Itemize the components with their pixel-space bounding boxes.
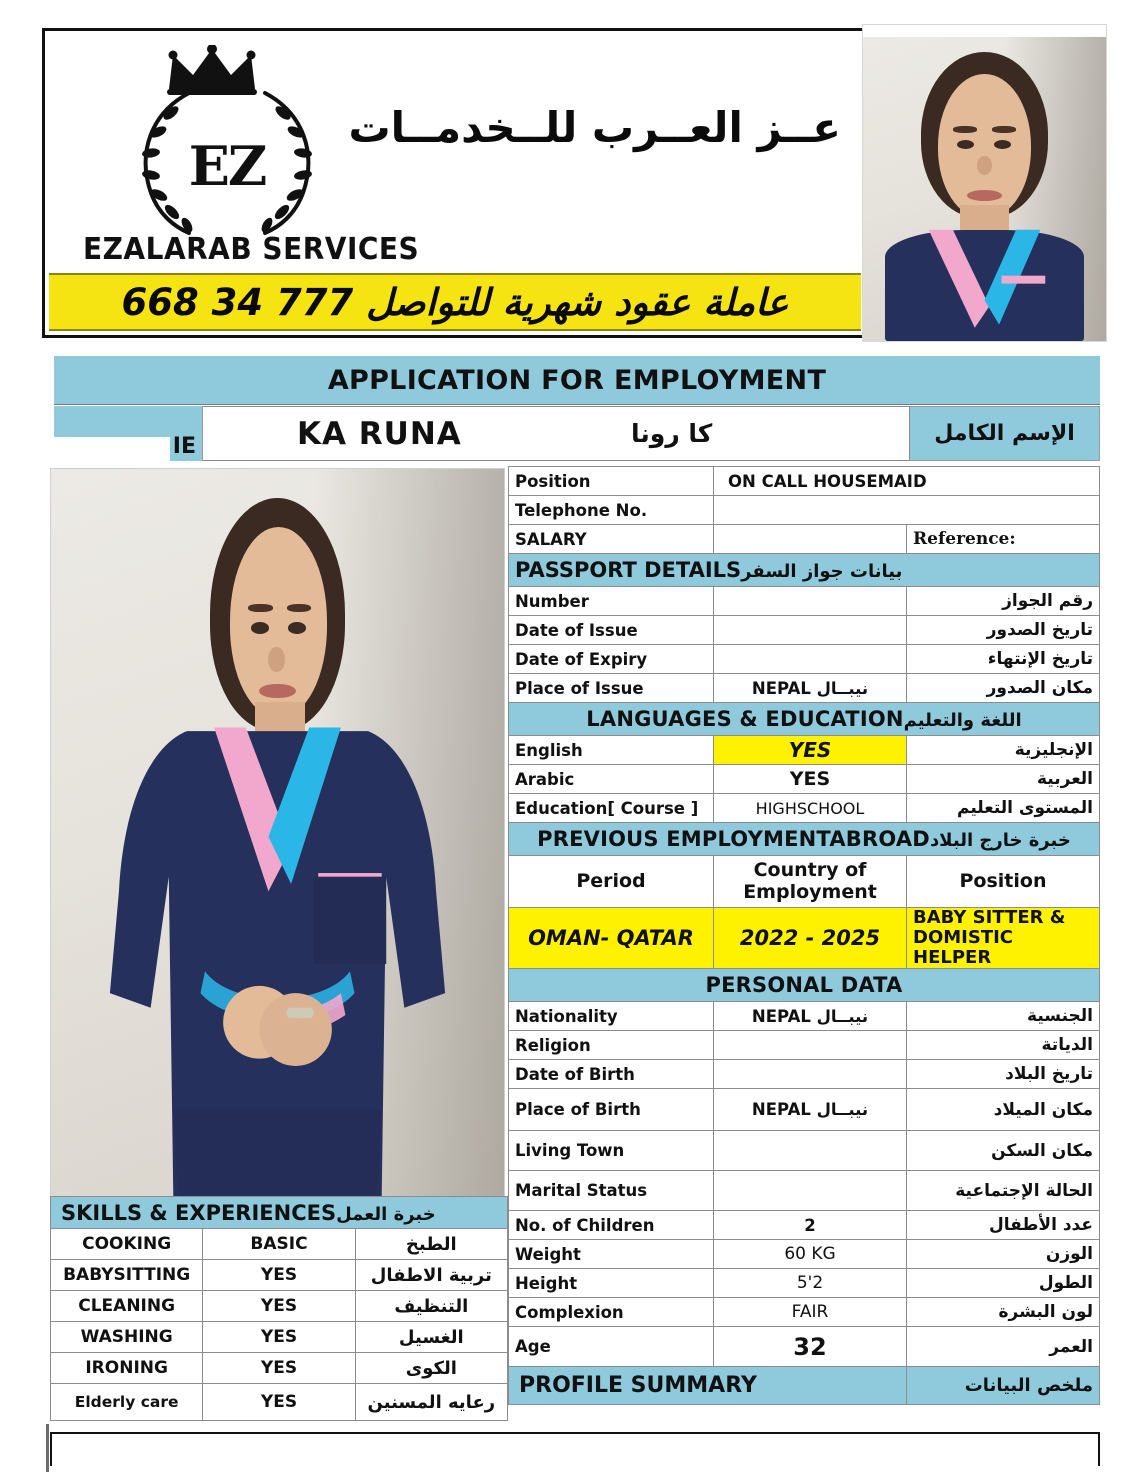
education-value: HIGHSCHOOL — [714, 794, 907, 823]
age-ar: العمر — [907, 1327, 1100, 1367]
white-overlay — [0, 437, 170, 461]
arabic-value: YES — [714, 765, 907, 794]
skill-cooking-ar: الطبخ — [355, 1229, 507, 1260]
skill-elderly-care-name: Elderly care — [51, 1384, 203, 1421]
period-header: Period — [509, 856, 714, 908]
table-row — [509, 616, 1100, 645]
applicant-name-arabic: كا رونا — [631, 419, 713, 448]
table-row — [51, 1384, 508, 1421]
skill-washing-name: WASHING — [51, 1322, 203, 1353]
laurel-wreath-icon — [127, 87, 327, 237]
table-row — [509, 467, 1100, 496]
weight-value: 60 KG — [714, 1240, 907, 1269]
table-row — [509, 969, 1100, 1002]
place-of-issue-label: Place of Issue — [509, 674, 714, 703]
skill-cleaning-name: CLEANING — [51, 1291, 203, 1322]
applicant-photo-fullbody — [50, 468, 505, 1198]
skill-babysitting-value: YES — [203, 1260, 355, 1291]
place-of-issue-ar: مكان الصدور — [907, 674, 1100, 703]
complexion-ar: لون البشرة — [907, 1298, 1100, 1327]
english-label: English — [509, 736, 714, 765]
living-town-value — [714, 1131, 907, 1171]
skill-cleaning-ar: التنظيف — [355, 1291, 507, 1322]
place-of-issue-value: NEPAL نيبــال — [714, 674, 907, 703]
skills-section-header — [51, 1197, 508, 1229]
languages-section-ar: اللغة والتعليم — [903, 710, 1022, 731]
table-row — [51, 1197, 508, 1229]
employment-period: OMAN- QATAR — [509, 908, 714, 969]
english-ar: الإنجليزية — [907, 736, 1100, 765]
table-row — [51, 1291, 508, 1322]
previous-employment-section-en: PREVIOUS EMPLOYMENTABROAD — [537, 827, 930, 851]
logo-monogram: EZ — [188, 134, 266, 198]
name-label-partial: IE — [172, 434, 196, 459]
table-row — [509, 736, 1100, 765]
living-town-ar: مكان السكن — [907, 1131, 1100, 1171]
previous-employment-section-header — [509, 823, 1100, 856]
height-ar: الطول — [907, 1269, 1100, 1298]
personal-data-section-header: PERSONAL DATA — [509, 969, 1100, 1002]
passport-number-ar: رقم الجواز — [907, 587, 1100, 616]
weight-ar: الوزن — [907, 1240, 1100, 1269]
footer-gap — [50, 1424, 1100, 1432]
religion-value — [714, 1031, 907, 1060]
page-title-text: APPLICATION FOR EMPLOYMENT — [327, 364, 827, 396]
marital-status-ar: الحالة الإجتماعية — [907, 1171, 1100, 1211]
children-label: No. of Children — [509, 1211, 714, 1240]
religion-ar: الدياتة — [907, 1031, 1100, 1060]
table-row — [509, 856, 1100, 908]
table-row — [509, 645, 1100, 674]
telephone-label: Telephone No. — [509, 496, 714, 525]
applicant-details-table — [508, 466, 1100, 1405]
full-name-row — [54, 406, 1100, 461]
children-value: 2 — [714, 1211, 907, 1240]
table-row — [509, 1131, 1100, 1171]
skill-cooking-value: BASIC — [203, 1229, 355, 1260]
passport-section-ar: بيانات جواز السفر — [741, 561, 903, 582]
nationality-label: Nationality — [509, 1002, 714, 1031]
table-row — [509, 1327, 1100, 1367]
height-label: Height — [509, 1269, 714, 1298]
marital-status-value — [714, 1171, 907, 1211]
profile-summary-header-en: PROFILE SUMMARY — [509, 1367, 907, 1405]
footer-box — [50, 1432, 1100, 1466]
passport-section-en: PASSPORT DETAILS — [515, 558, 742, 582]
place-of-birth-ar: مكان الميلاد — [907, 1089, 1100, 1131]
table-row — [509, 794, 1100, 823]
full-name-label-text: الإسم الكامل — [934, 421, 1075, 446]
complexion-value: FAIR — [714, 1298, 907, 1327]
table-row — [509, 765, 1100, 794]
table-row — [509, 1089, 1100, 1131]
reference-label: Reference: — [907, 525, 1100, 554]
page-title — [54, 356, 1100, 405]
skill-ironing-name: IRONING — [51, 1353, 203, 1384]
skills-section-ar: خبرة العمل — [336, 1203, 436, 1225]
name-value-cell — [203, 406, 910, 461]
date-of-issue-label: Date of Issue — [509, 616, 714, 645]
date-of-birth-ar: تاريخ البلاد — [907, 1060, 1100, 1089]
date-of-birth-label: Date of Birth — [509, 1060, 714, 1089]
skill-elderly-care-ar: رعايه المسنين — [355, 1384, 507, 1421]
age-value: 32 — [714, 1327, 907, 1367]
table-row — [509, 674, 1100, 703]
brand-name-latin: EZALARAB SERVICES — [83, 231, 420, 267]
employment-position: BABY SITTER & DOMISTIC HELPER — [907, 908, 1100, 969]
profile-summary-header-ar: ملخص البيانات — [907, 1367, 1100, 1405]
skill-elderly-care-value: YES — [203, 1384, 355, 1421]
table-row — [51, 1322, 508, 1353]
skill-cleaning-value: YES — [203, 1291, 355, 1322]
arabic-ar: العربية — [907, 765, 1100, 794]
religion-label: Religion — [509, 1031, 714, 1060]
skills-section-en: SKILLS & EXPERIENCES — [61, 1200, 337, 1225]
place-of-birth-label: Place of Birth — [509, 1089, 714, 1131]
height-value: 5'2 — [714, 1269, 907, 1298]
applicant-name-english: KA RUNA — [297, 415, 462, 452]
brand-name-arabic: عــز العــرب للــخدمــات — [348, 103, 841, 152]
table-row — [509, 525, 1100, 554]
skill-ironing-ar: الكوى — [355, 1353, 507, 1384]
table-row — [51, 1353, 508, 1384]
table-row — [509, 1031, 1100, 1060]
children-ar: عدد الأطفال — [907, 1211, 1100, 1240]
education-label: Education[ Course ] — [509, 794, 714, 823]
position-label: Position — [509, 467, 714, 496]
table-row — [509, 823, 1100, 856]
name-row-left-cell — [54, 406, 203, 461]
arabic-label: Arabic — [509, 765, 714, 794]
skill-ironing-value: YES — [203, 1353, 355, 1384]
skills-experiences-table — [50, 1196, 508, 1421]
full-name-label-arabic — [910, 406, 1100, 461]
table-row — [509, 1002, 1100, 1031]
table-row — [509, 554, 1100, 587]
table-row — [509, 908, 1100, 969]
skill-cooking-name: COOKING — [51, 1229, 203, 1260]
date-of-expiry-ar: تاريخ الإنتهاء — [907, 645, 1100, 674]
complexion-label: Complexion — [509, 1298, 714, 1327]
contact-banner — [49, 273, 861, 331]
telephone-value — [714, 496, 1100, 525]
salary-value — [714, 525, 907, 554]
date-of-issue-value — [714, 616, 907, 645]
contact-banner-text: عاملة عقود شهرية للتواصل 777 34 668 — [121, 280, 789, 324]
applicant-photo-headshot — [862, 24, 1107, 342]
passport-number-value — [714, 587, 907, 616]
table-row — [509, 703, 1100, 736]
passport-number-label: Number — [509, 587, 714, 616]
letterhead-box — [42, 28, 868, 338]
age-label: Age — [509, 1327, 714, 1367]
date-of-issue-ar: تاريخ الصدور — [907, 616, 1100, 645]
table-row — [509, 1298, 1100, 1327]
previous-employment-section-ar: خبرة خارج البلاد — [929, 830, 1071, 851]
table-row — [509, 1060, 1100, 1089]
marital-status-label: Marital Status — [509, 1171, 714, 1211]
country-header: Country of Employment — [714, 856, 907, 908]
languages-section-header — [509, 703, 1100, 736]
table-row — [509, 496, 1100, 525]
position-value: ON CALL HOUSEMAID — [714, 467, 1100, 496]
date-of-birth-value — [714, 1060, 907, 1089]
skill-babysitting-name: BABYSITTING — [51, 1260, 203, 1291]
passport-section-header — [509, 554, 1100, 587]
position-header: Position — [907, 856, 1100, 908]
salary-label: SALARY — [509, 525, 714, 554]
english-value: YES — [714, 736, 907, 765]
table-row — [509, 1269, 1100, 1298]
left-vertical-rule — [46, 1424, 49, 1472]
table-row — [509, 1367, 1100, 1405]
table-row — [509, 1211, 1100, 1240]
nationality-value: NEPAL نيبــال — [714, 1002, 907, 1031]
table-row — [509, 587, 1100, 616]
date-of-expiry-label: Date of Expiry — [509, 645, 714, 674]
table-row — [509, 1171, 1100, 1211]
living-town-label: Living Town — [509, 1131, 714, 1171]
skill-babysitting-ar: تربية الاطفال — [355, 1260, 507, 1291]
date-of-expiry-value — [714, 645, 907, 674]
table-row — [509, 1240, 1100, 1269]
nationality-ar: الجنسية — [907, 1002, 1100, 1031]
employment-country: 2022 - 2025 — [714, 908, 907, 969]
place-of-birth-value: NEPAL نيبــال — [714, 1089, 907, 1131]
skill-washing-ar: الغسيل — [355, 1322, 507, 1353]
education-ar: المستوى التعليم — [907, 794, 1100, 823]
skill-washing-value: YES — [203, 1322, 355, 1353]
table-row — [51, 1229, 508, 1260]
weight-label: Weight — [509, 1240, 714, 1269]
languages-section-en: LANGUAGES & EDUCATION — [586, 707, 904, 731]
table-row — [51, 1260, 508, 1291]
